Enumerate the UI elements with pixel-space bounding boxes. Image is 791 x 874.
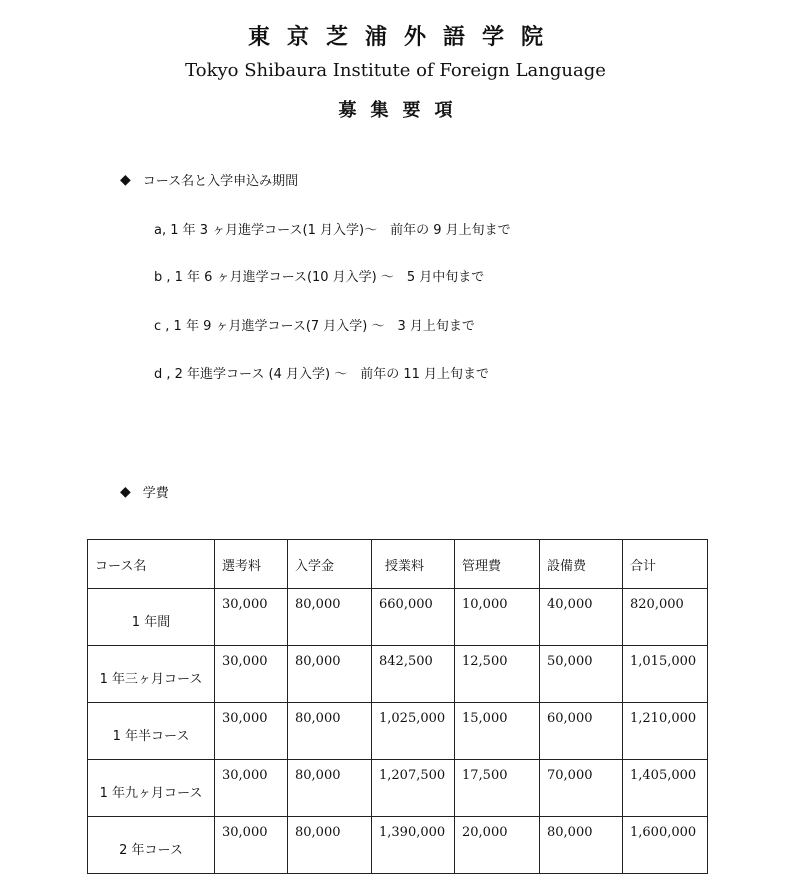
fee-cell: 80,000 — [288, 589, 372, 646]
fee-cell: 30,000 — [215, 703, 288, 760]
fee-cell: 30,000 — [215, 760, 288, 817]
fee-cell: 80,000 — [288, 817, 372, 874]
course-name-cell: 1 年半コース — [88, 703, 215, 760]
fee-cell: 80,000 — [288, 760, 372, 817]
table-row — [88, 760, 708, 817]
courses-heading — [120, 170, 298, 189]
diamond-bullet-icon: ◆ — [120, 171, 131, 188]
course-name-cell: 1 年間 — [88, 589, 215, 646]
course-item-a: a, 1 年 3 ヶ月進学コース(1 月入学)～ 前年の 9 月上旬まで — [154, 223, 511, 238]
column-header: 合计 — [623, 540, 708, 589]
diamond-bullet-icon: ◆ — [120, 483, 131, 500]
column-header: 管理費 — [455, 540, 540, 589]
table-header-row — [88, 540, 708, 589]
courses-heading-label: コース名と入学申込み期間 — [142, 174, 299, 189]
fee-cell: 50,000 — [540, 646, 623, 703]
fee-cell: 60,000 — [540, 703, 623, 760]
fee-cell: 80,000 — [540, 817, 623, 874]
fee-cell: 10,000 — [455, 589, 540, 646]
fee-cell: 12,500 — [455, 646, 540, 703]
column-header: コース名 — [88, 540, 215, 589]
fee-cell: 17,500 — [455, 760, 540, 817]
fees-heading-label: 学費 — [142, 486, 169, 501]
course-item-d: d , 2 年進学コース (4 月入学) ～ 前年の 11 月上旬まで — [154, 367, 490, 382]
fees-table — [87, 539, 708, 874]
fee-cell: 1,025,000 — [372, 703, 455, 760]
column-header: 設備费 — [540, 540, 623, 589]
fee-cell: 1,390,000 — [372, 817, 455, 874]
fee-cell: 820,000 — [623, 589, 708, 646]
fee-cell: 30,000 — [215, 589, 288, 646]
column-header: 入学金 — [288, 540, 372, 589]
column-header: 授業料 — [372, 540, 455, 589]
page-subtitle: 募集要項 — [338, 100, 467, 121]
table-row — [88, 589, 708, 646]
table-row — [88, 703, 708, 760]
fee-cell: 70,000 — [540, 760, 623, 817]
fee-cell: 842,500 — [372, 646, 455, 703]
fee-cell: 660,000 — [372, 589, 455, 646]
course-name-cell: 1 年三ヶ月コース — [88, 646, 215, 703]
fee-cell: 80,000 — [288, 703, 372, 760]
fee-cell: 30,000 — [215, 646, 288, 703]
page-title-en: Tokyo Shibaura Institute of Foreign Language — [185, 60, 606, 81]
fee-cell: 30,000 — [215, 817, 288, 874]
fee-cell: 1,405,000 — [623, 760, 708, 817]
column-header: 選考料 — [215, 540, 288, 589]
page-title-jp: 東京芝浦外語学院 — [247, 25, 560, 50]
fee-cell: 1,015,000 — [623, 646, 708, 703]
table-row — [88, 646, 708, 703]
fee-cell: 15,000 — [455, 703, 540, 760]
fee-cell: 40,000 — [540, 589, 623, 646]
fee-cell: 20,000 — [455, 817, 540, 874]
fee-cell: 1,207,500 — [372, 760, 455, 817]
fee-cell: 80,000 — [288, 646, 372, 703]
fee-cell: 1,600,000 — [623, 817, 708, 874]
table-row — [88, 817, 708, 874]
fee-cell: 1,210,000 — [623, 703, 708, 760]
fees-heading — [120, 482, 169, 501]
course-item-c: c , 1 年 9 ヶ月進学コース(7 月入学) ～ 3 月上旬まで — [154, 319, 475, 334]
course-item-b: b , 1 年 6 ヶ月進学コース(10 月入学) ～ 5 月中旬まで — [154, 270, 485, 285]
course-name-cell: 2 年コース — [88, 817, 215, 874]
course-name-cell: 1 年九ヶ月コース — [88, 760, 215, 817]
